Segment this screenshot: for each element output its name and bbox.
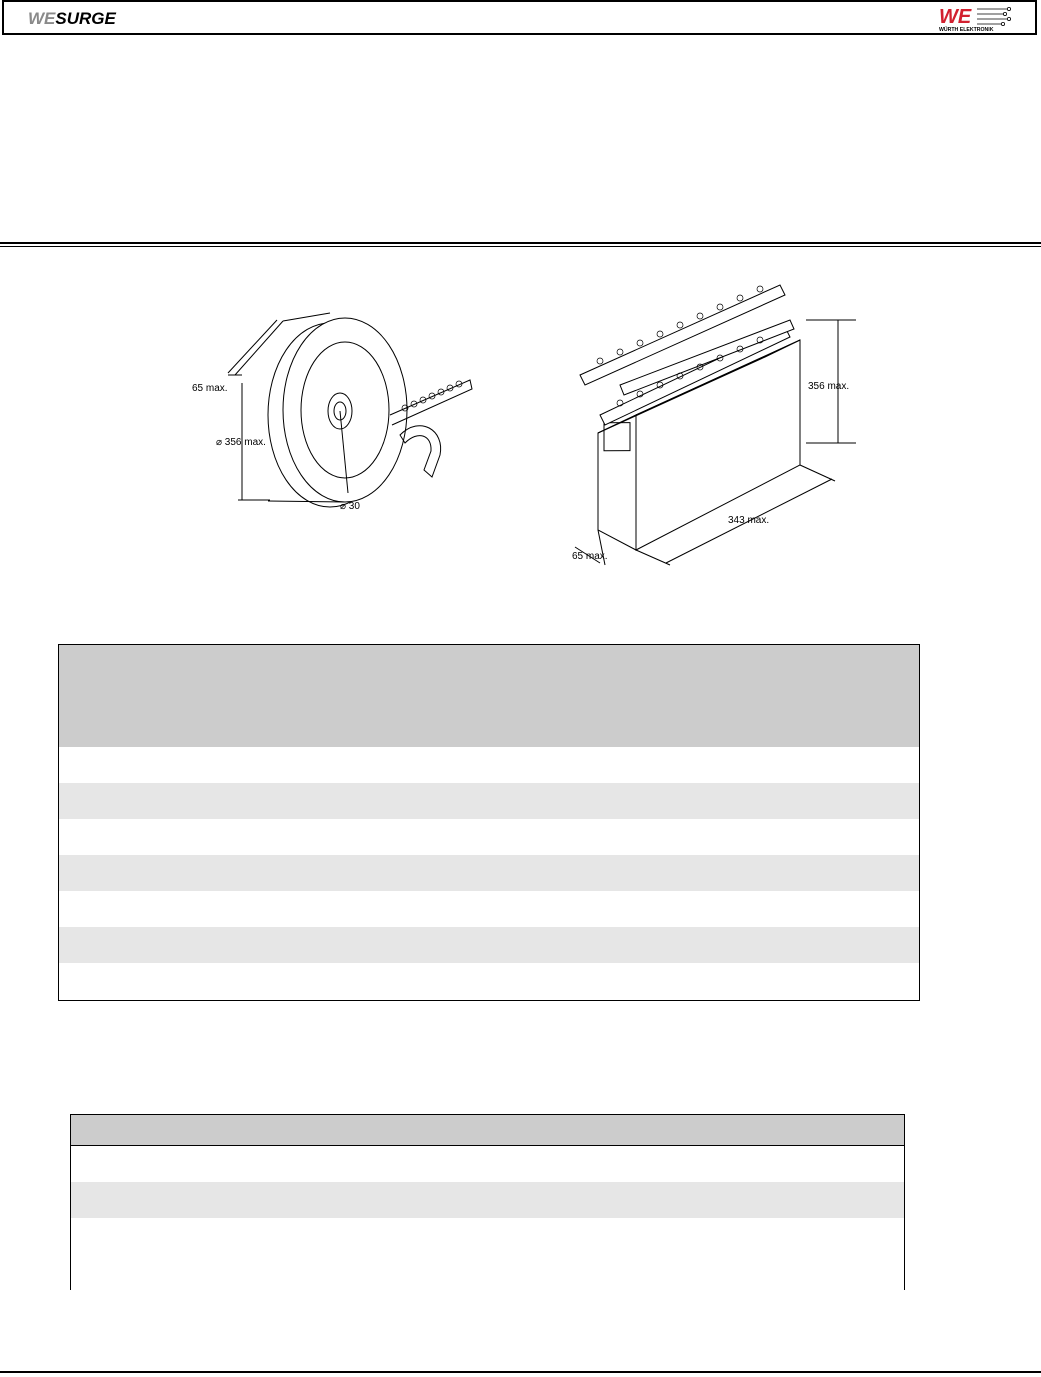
wurth-elektronik-logo [937, 4, 1015, 32]
box-height-label: 356 max. [808, 381, 850, 392]
table-row [71, 1218, 904, 1291]
table-row [71, 1182, 904, 1218]
section-rule [0, 242, 1041, 244]
ammo-box-drawing [575, 285, 856, 565]
table-row [71, 1146, 904, 1182]
box-depth-label: 65 max. [572, 551, 608, 562]
table-row [59, 891, 919, 927]
packaging-table [58, 644, 920, 1001]
brand-wordmark [28, 9, 116, 29]
table-header [71, 1115, 904, 1146]
table-row [59, 819, 919, 855]
brand-prefix: WE [28, 9, 56, 28]
box-length-label: 343 max. [728, 515, 770, 526]
logo-caption: WÜRTH ELEKTRONIK [939, 27, 994, 32]
brand-suffix: SURGE [55, 9, 116, 28]
table-row [59, 927, 919, 963]
table-row [59, 783, 919, 819]
reel-drawing [228, 313, 472, 507]
section-rule-thin [0, 246, 1041, 247]
table-row [59, 855, 919, 891]
logo-letters: WE [939, 6, 972, 28]
reel-width-label: 65 max. [192, 383, 228, 394]
reel-diameter-label: ⌀ 356 max. [216, 437, 266, 448]
table-row [59, 963, 919, 999]
footer-rule [0, 1371, 1041, 1373]
reel-hub-label: ⌀ 30 [340, 501, 360, 512]
second-table [70, 1114, 905, 1290]
table-row [59, 747, 919, 783]
page-header [2, 0, 1037, 35]
packaging-drawing [180, 265, 872, 570]
table-header [59, 645, 919, 747]
